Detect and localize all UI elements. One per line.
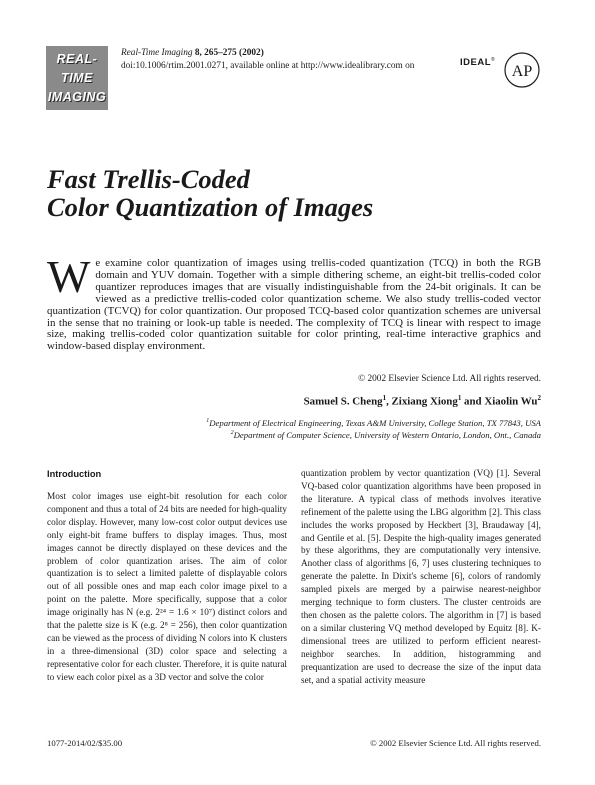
affiliation-2-text: Department of Computer Science, University of Western Ontario, London, Ont., Canada [233,430,541,440]
ideal-logo-text: IDE [460,57,478,69]
logo-line-1: REAL- [56,52,98,66]
body-column-left [47,491,287,685]
abstract-text: e examine color quantization of images using trellis-coded quantization (TCQ) in both the RGB domain and YUV domain. Together with a simple dithering scheme, an eight-bit trellis-coded color quantizer reproduces images that are visually indistinguishable from the 24-bit originals. It can be viewed as a predictive trellis-coded color quantization scheme. We also study trellis-coded vector quantization (TCVQ) for color quantization. Our proposed TCQ-based color quantization schemes are universal in the sense that no training or look-up table is needed. The complexity of TCQ is linear with respect to image size, making trellis-coded color quantization suitable for color printing, real-time interactive graphics and window-based display environment. [47,257,541,353]
title-line-2: Color Quantization of Images [47,192,374,222]
footer-price-code: 1077-2014/02/$35.00 [47,738,123,748]
journal-logo [46,46,108,110]
ideal-logo [460,57,495,68]
author-1-sup: 1 [382,394,387,402]
affiliation-2 [100,430,541,440]
affiliation-2-sup: 2 [230,430,234,437]
abstract [47,251,541,353]
author-sep-1: , [386,395,392,408]
affiliation-1-text: Department of Electrical Engineering, Texas A&M University, College Station, TX 77843, USA [209,418,541,428]
article-title [47,165,373,221]
author-sep-2: and [461,395,485,408]
doi-line: doi:10.1006/rtim.2001.0271, available online at http://www.idealibrary.com on [121,61,415,71]
abstract-dropcap: W [47,251,91,302]
author-2: Zixiang Xiong [391,395,458,408]
logo-line-2: TIME [61,71,93,85]
section-heading-introduction: Introduction [47,469,102,479]
author-list [200,394,541,408]
logo-line-3: IMAGING [47,90,107,104]
author-3-sup: 2 [537,394,541,402]
author-2-sup: 1 [457,394,462,402]
affiliation-1 [100,418,541,428]
footer-copyright: © 2002 Elsevier Science Ltd. All rights reserved. [370,738,541,748]
journal-name: Real-Time Imaging [121,48,193,58]
ideal-logo-tail: AL [477,57,492,69]
intro-paragraph-right: quantization problem by vector quantization (VQ) [1]. Several VQ-based color quantization algorithms have been proposed in the literature. A typical class of methods involves iterative refinement of the palette using the LBG algorithm [2]. This class includes the works proposed by Heckbert [3], Braudaway [4], and Gentile et al. [5]. Despite the high-quality images generated by these algorithms, they are computationally very intensive. Another class of algorithms [6, 7] uses clustering techniques to generate the palette. In Dixit's scheme [6], colors of randomly sampled pixels are merged by a pairwise nearest-neighbor merging technique to form clusters. The cluster centroids are then chosen as the palette colors. The algorithm in [7] is based on a similar clustering VQ method developed by Equitz [8]. K-dimensional trees are utilized to perform efficient nearest-neighbor searches. In addition, histogramming and prequantization are used to decrease the size of the input data set, and a spatial activity measure [301,469,542,686]
author-3: Xiaolin Wu [484,395,538,408]
header-citation [121,47,414,73]
ap-logo-icon [502,50,542,90]
intro-paragraph-left: Most color images use eight-bit resolution for each color component and thus a total of 24 bits are needed for high-quality color display. However, many low-cost color output devices use only eight-bit frame buffers to display images. Thus, most images cannot be directly displayed on these devices and the problem of color quantization arises. The aim of color quantization is to select a limited palette of displayable colors out of all possible ones and map each color image pixel to a point on the palette. More specifically, suppose that a color image originally has N (e.g. 2²⁴ = 1.6 × 10⁷) distinct colors and that the palette size is K (e.g. 2⁸ = 256), then color quantization can be viewed as the process of dividing N colors into K clusters in a three-dimensional (3D) color space and selecting a representative color for each cluster. Therefore, it is quite natural to view each color pixel as a 3D vector and solve the color [47,492,287,683]
affiliation-1-sup: 1 [206,418,210,425]
title-line-1: Fast Trellis-Coded [47,164,250,194]
author-1: Samuel S. Cheng [303,395,383,408]
ap-logo-text: AP [511,63,533,80]
citation: 8, 265–275 (2002) [192,48,264,58]
ideal-mark: ® [491,57,496,63]
abstract-copyright: © 2002 Elsevier Science Ltd. All rights reserved. [358,374,541,384]
body-column-right [301,468,541,687]
